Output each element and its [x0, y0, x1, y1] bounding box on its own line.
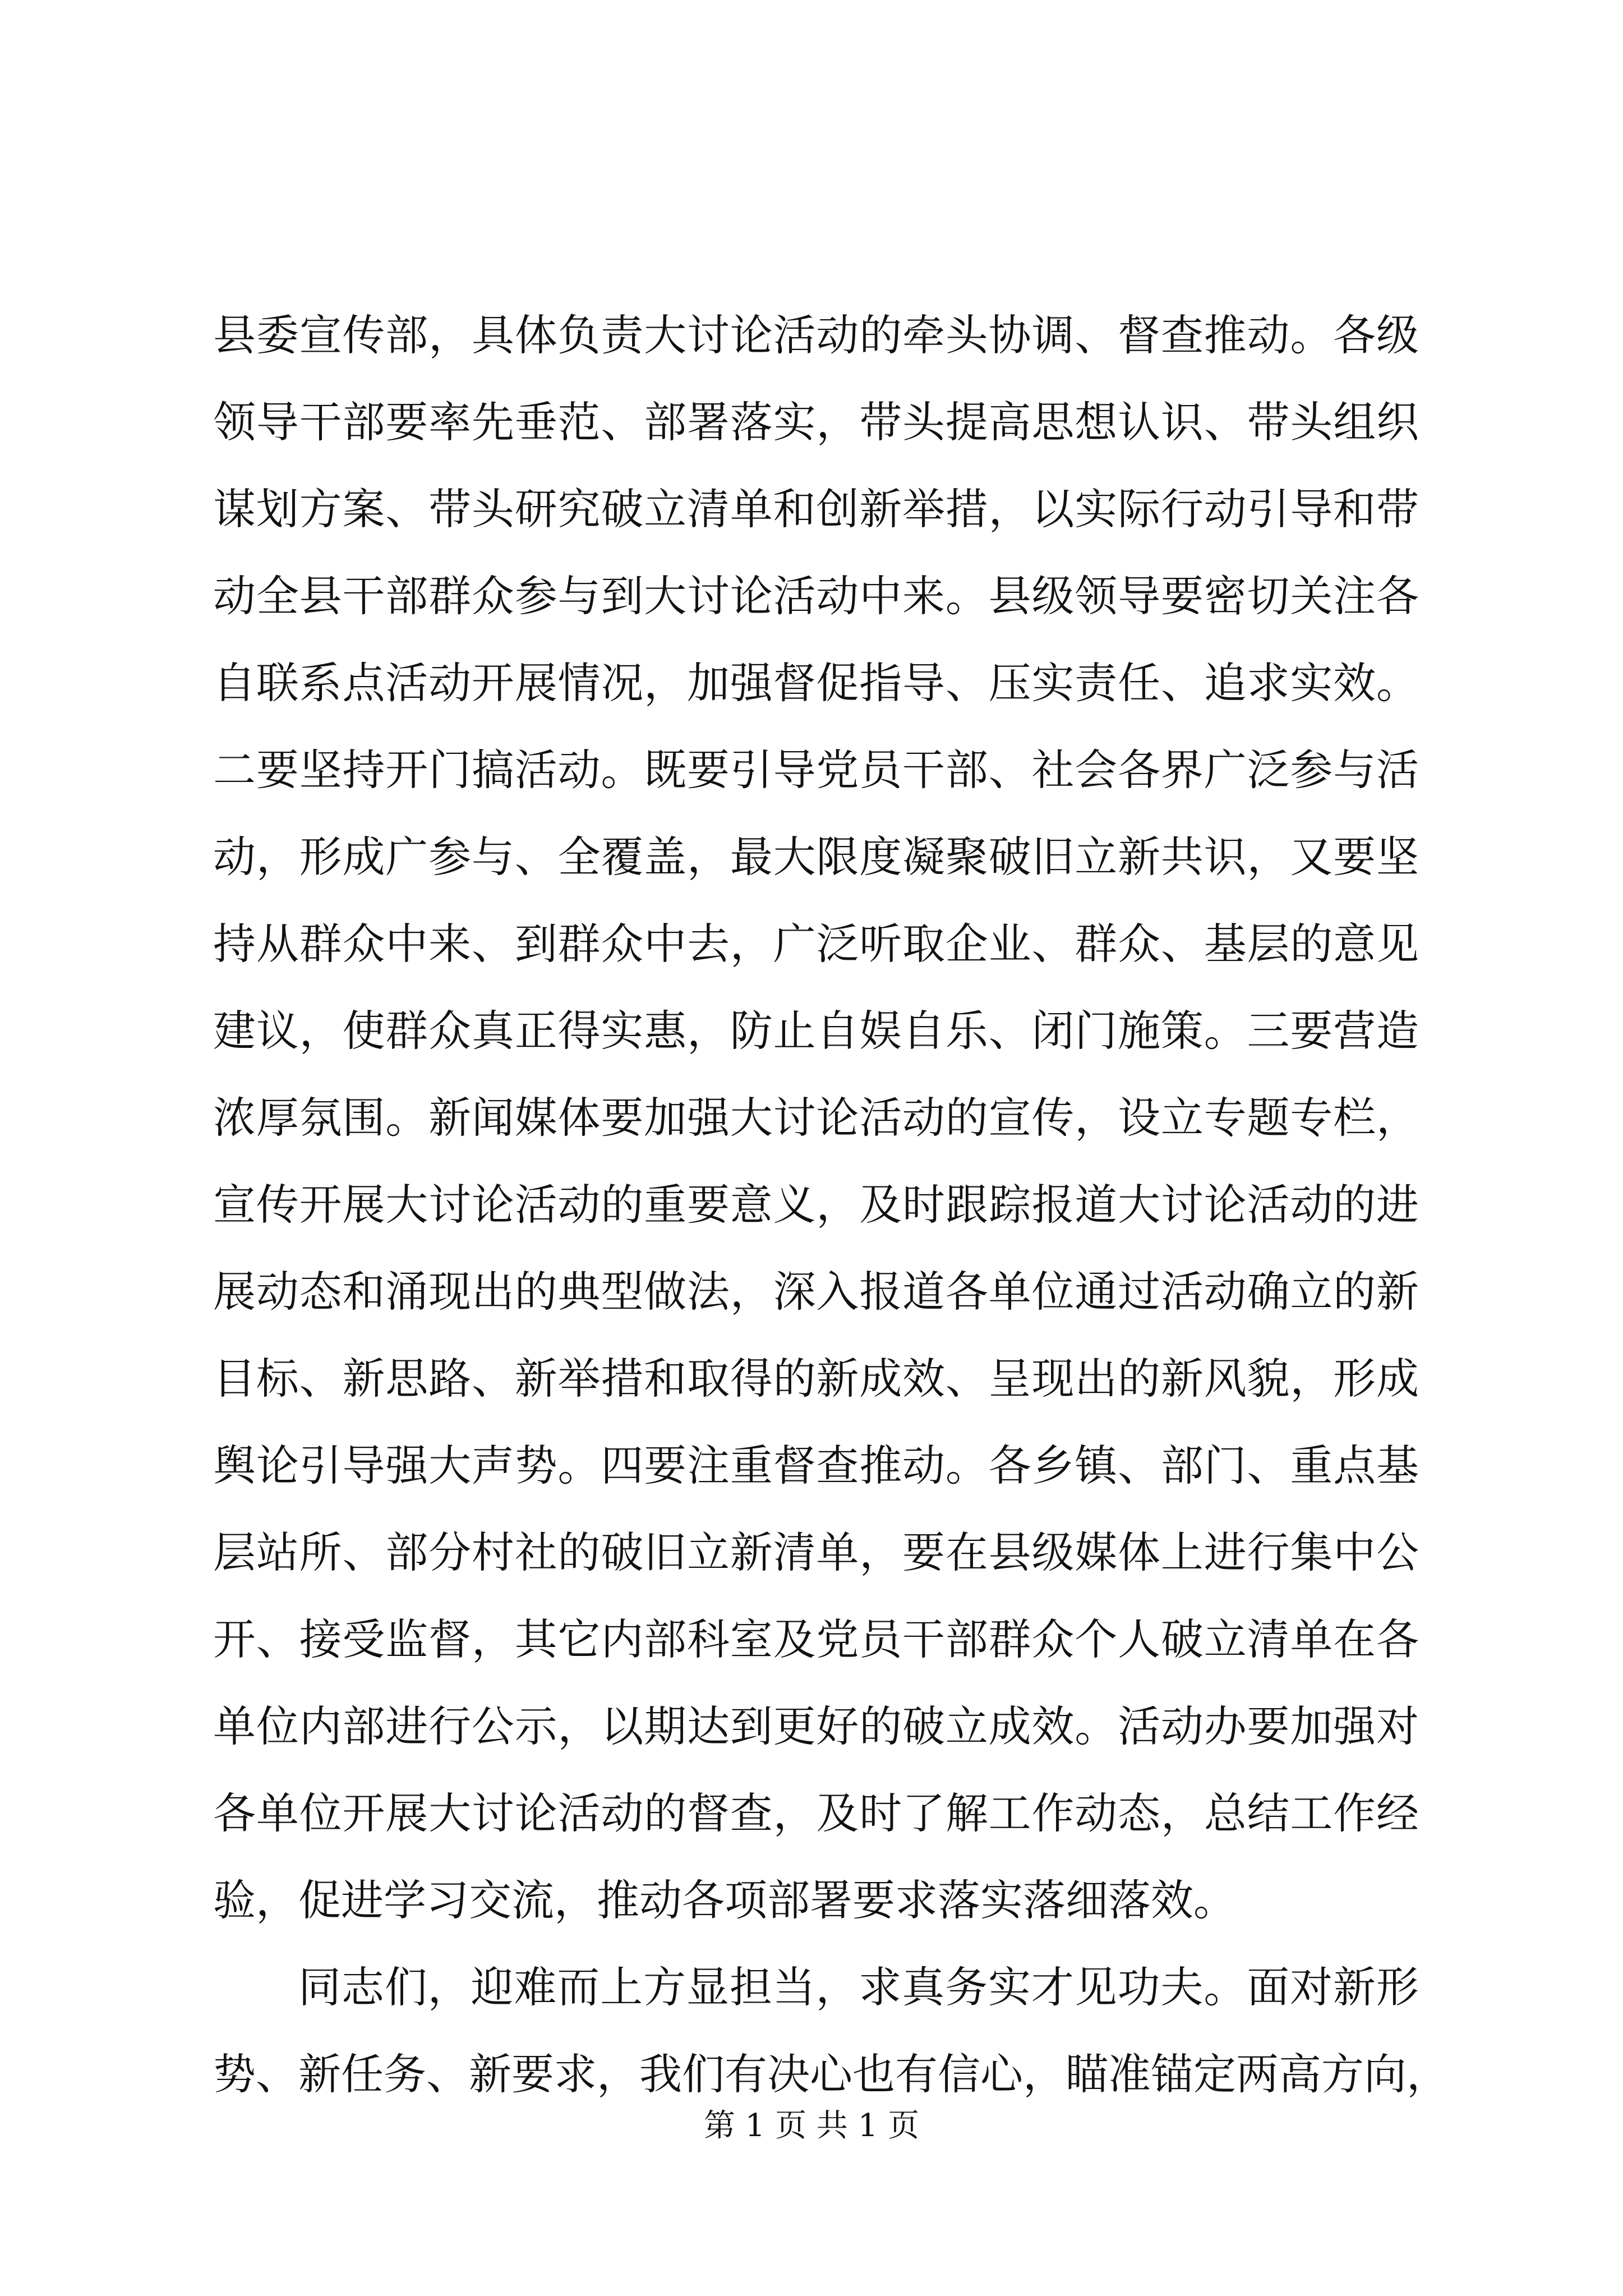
text-line-17: 单 位 内 部 进 行 公 示 ， 以 期 达 到 更 好 的 破 立 成 效 。 活 动 办 要 加 强 对 [213, 1701, 1419, 1751]
document-body [213, 292, 1449, 2118]
text-line-16: 开 、 接 受 监 督 ， 其 它 内 部 科 室 及 党 员 干 部 群 众 个 人 破 立 清 单 在 各 [213, 1614, 1419, 1664]
text-line-2: 领 导 干 部 要 率 先 垂 范 、 部 署 落 实 ， 带 头 提 高 思 想 认 识 、 带 头 组 织 [213, 397, 1419, 447]
text-line-12: 展 动 态 和 涌 现 出 的 典 型 做 法 ， 深 入 报 道 各 单 位 通 过 活 动 确 立 的 新 [213, 1267, 1419, 1317]
text-line-13: 目 标 、 新 思 路 、 新 举 措 和 取 得 的 新 成 效 、 呈 现 出 的 新 风 貌 ， 形 成 [213, 1354, 1419, 1404]
text-line-8: 持 从 群 众 中 来 、 到 群 众 中 去 ， 广 泛 听 取 企 业 、 群 众 、 基 层 的 意 见 [213, 919, 1419, 969]
text-line-10: 浓 厚 氛 围 。 新 闻 媒 体 要 加 强 大 讨 论 活 动 的 宣 传 ， 设 立 专 题 专 栏 ， [213, 1093, 1419, 1143]
text-line-3: 谋 划 方 案 、 带 头 研 究 破 立 清 单 和 创 新 举 措 ， 以 实 际 行 动 引 导 和 带 [213, 484, 1419, 534]
text-line-15: 层 站 所 、 部 分 村 社 的 破 旧 立 新 清 单 ， 要 在 县 级 媒 体 上 进 行 集 中 公 [213, 1527, 1419, 1577]
text-line-6: 二 要 坚 持 开 门 搞 活 动 。 既 要 引 导 党 员 干 部 、 社 会 各 界 广 泛 参 与 活 [213, 745, 1419, 795]
text-line-20: 同 志 们 ， 迎 难 而 上 方 显 担 当 ， 求 真 务 实 才 见 功 夫 。 面 对 新 形 [298, 1962, 1419, 2012]
text-line-1: 县 委 宣 传 部 ， 具 体 负 责 大 讨 论 活 动 的 牵 头 协 调 、 督 查 推 动 。 各 级 [213, 310, 1419, 360]
text-line-4: 动 全 县 干 部 群 众 参 与 到 大 讨 论 活 动 中 来 。 县 级 领 导 要 密 切 关 注 各 [213, 571, 1419, 621]
text-line-5: 自 联 系 点 活 动 开 展 情 况 ， 加 强 督 促 指 导 、 压 实 责 任 、 追 求 实 效 。 [213, 658, 1419, 708]
text-line-11: 宣 传 开 展 大 讨 论 活 动 的 重 要 意 义 ， 及 时 跟 踪 报 道 大 讨 论 活 动 的 进 [213, 1180, 1419, 1230]
text-line-18: 各 单 位 开 展 大 讨 论 活 动 的 督 查 ， 及 时 了 解 工 作 动 态 ， 总 结 工 作 经 [213, 1788, 1419, 1838]
text-line-7: 动 ， 形 成 广 参 与 、 全 覆 盖 ， 最 大 限 度 凝 聚 破 旧 立 新 共 识 ， 又 要 坚 [213, 832, 1419, 882]
text-line-19: 验 ， 促 进 学 习 交 流 ， 推 动 各 项 部 署 要 求 落 实 落 细 落 效 。 [213, 1875, 1236, 1925]
text-line-21: 势 、 新 任 务 、 新 要 求 ， 我 们 有 决 心 也 有 信 心 ， 瞄 准 锚 定 两 高 方 向 ， [213, 2049, 1449, 2099]
text-line-9: 建 议 ， 使 群 众 真 正 得 实 惠 ， 防 止 自 娱 自 乐 、 闭 门 施 策 。 三 要 营 造 [213, 1006, 1419, 1056]
text-line-14: 舆 论 引 导 强 大 声 势 。 四 要 注 重 督 查 推 动 。 各 乡 镇 、 部 门 、 重 点 基 [213, 1441, 1419, 1490]
page-number-footer: 第 1 页 共 1 页 [703, 2108, 920, 2144]
